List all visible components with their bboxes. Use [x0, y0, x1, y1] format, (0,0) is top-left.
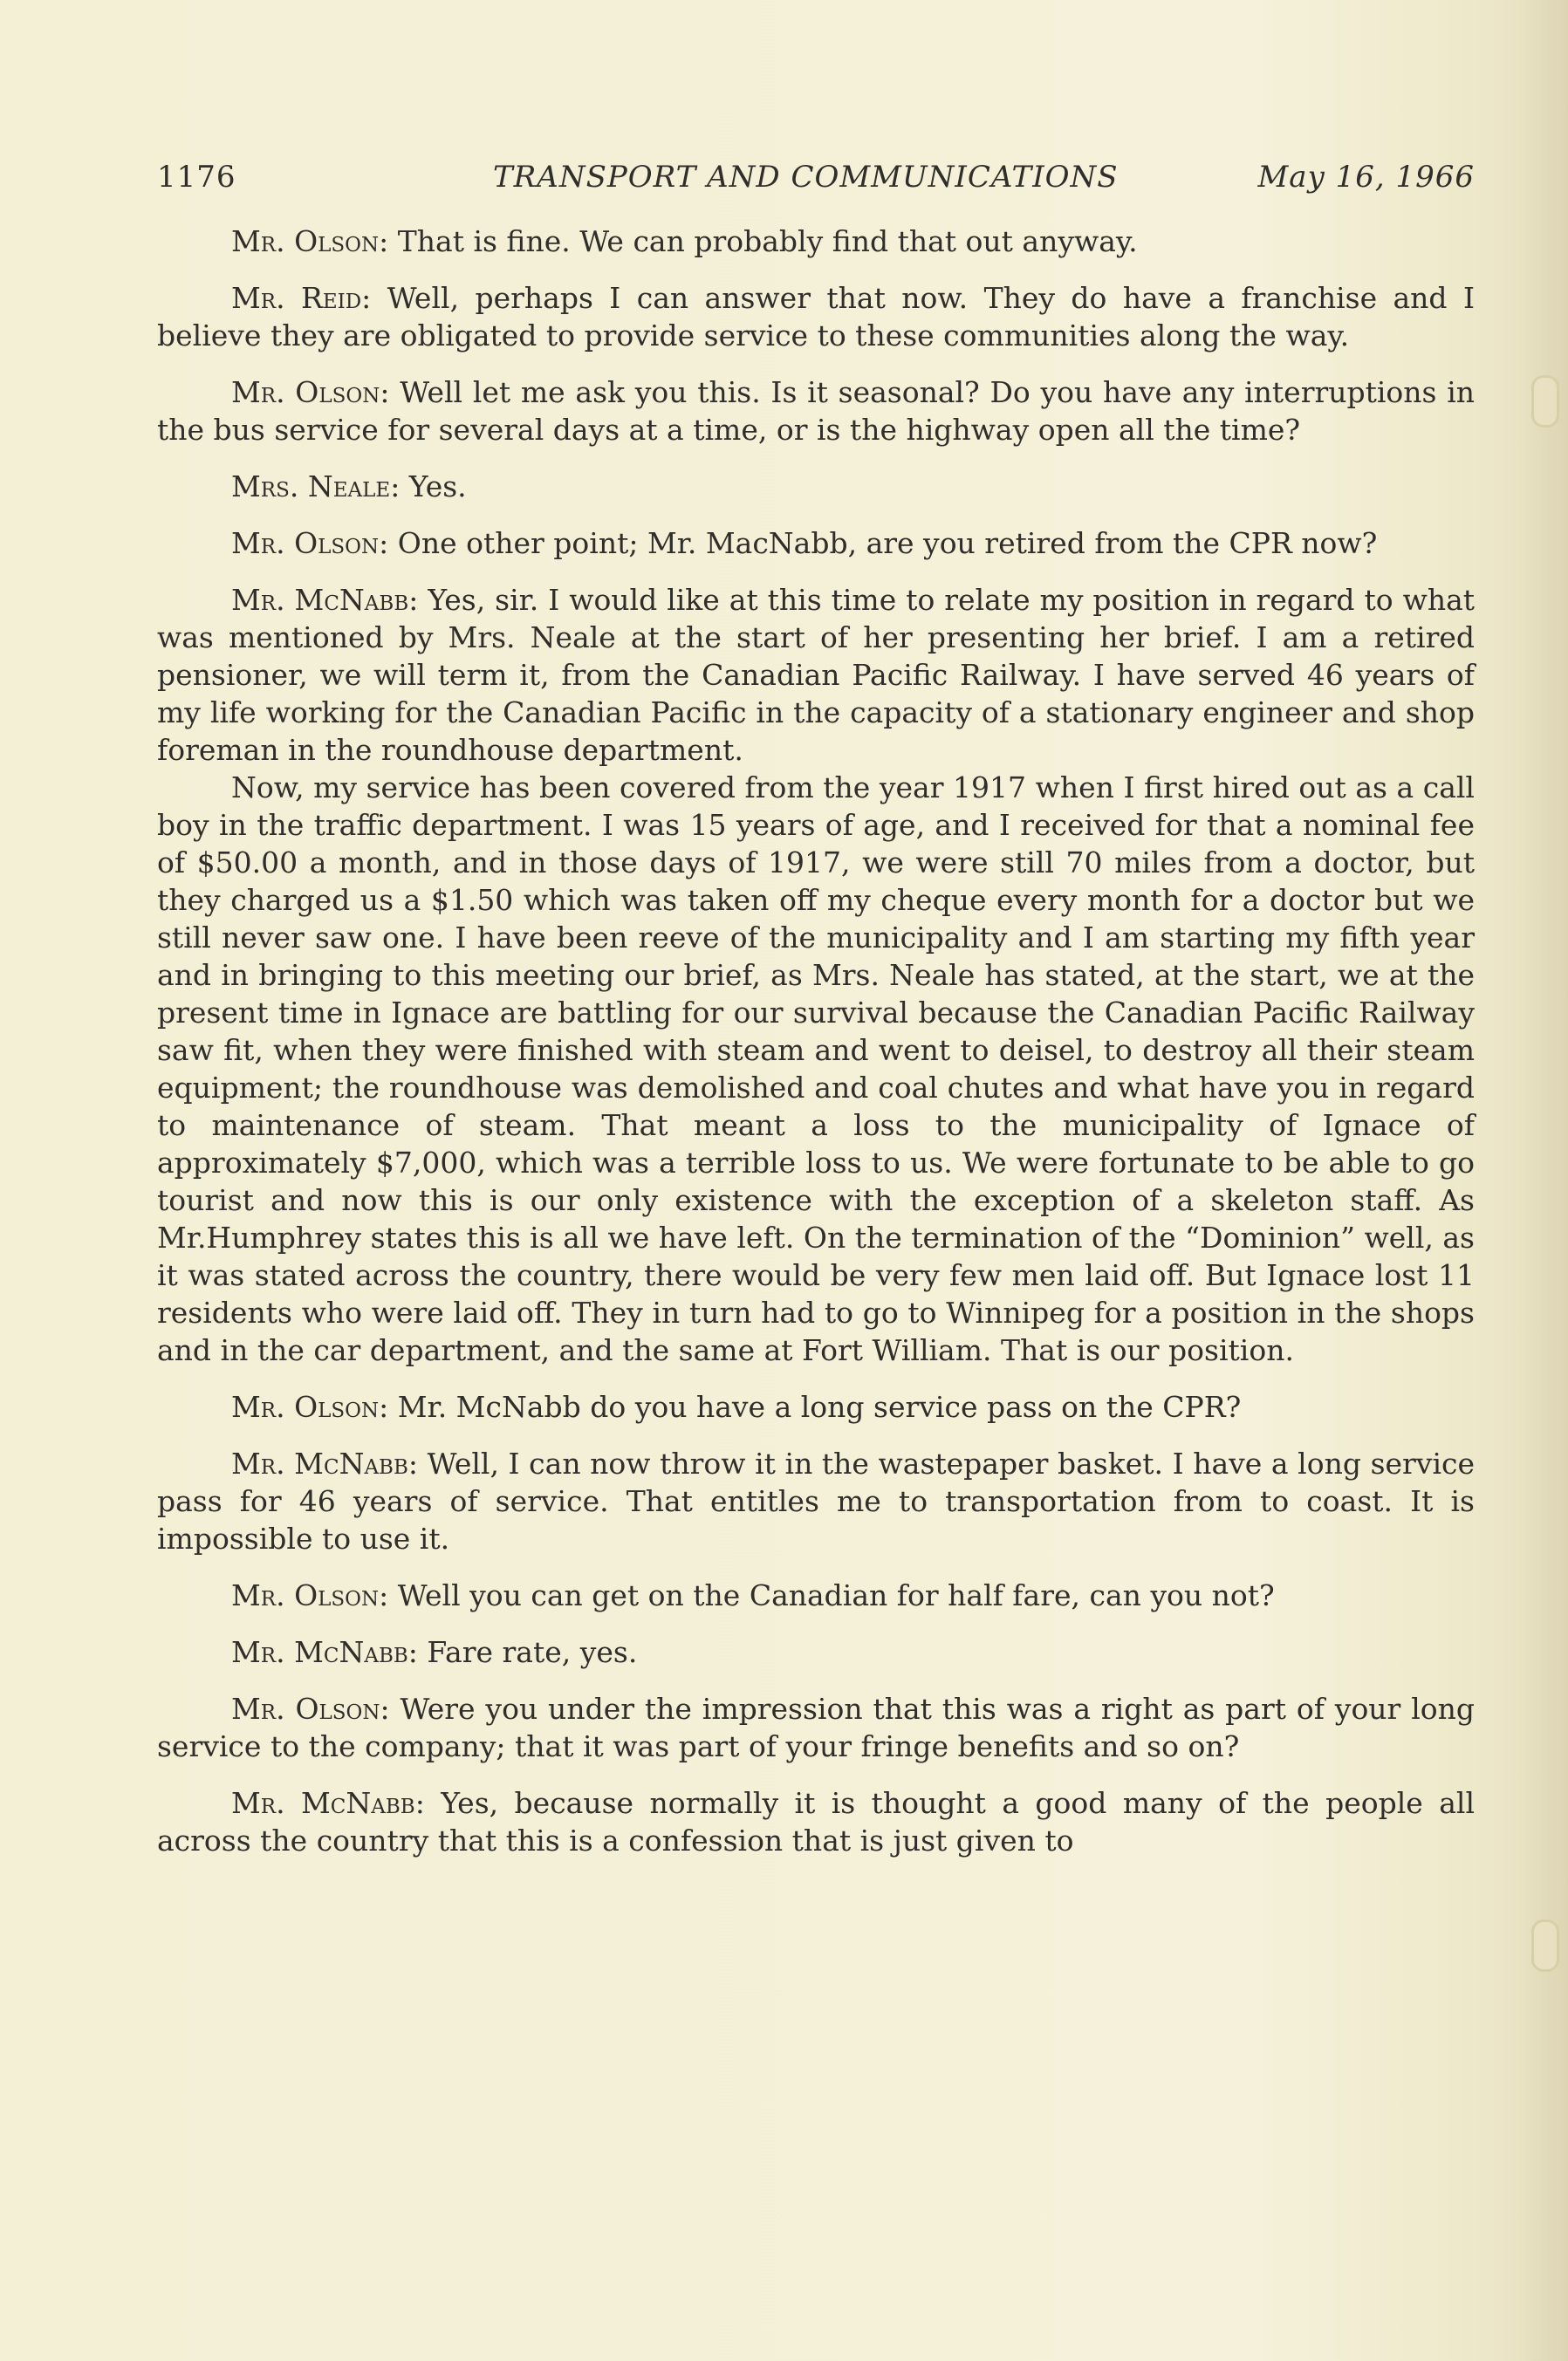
speaker-name: Mr. McNabb — [231, 1447, 408, 1481]
paragraph — [157, 769, 1475, 1369]
paragraph-text: Yes, sir. I would like at this time to relate my position in regard to what was mentioned by Mrs. Neale at the start of her presenting her brief. I am a retired pensioner, we will term it, from the Canadian Pacific Railway. I have served 46 years of my life working for the Canadian Pacific in the capacity of a stationary engineer and shop foreman in the roundhouse department. — [157, 583, 1476, 767]
paragraph-text: That is fine. We can probably find that out anyway. — [397, 224, 1138, 258]
paragraph-text: Fare rate, yes. — [427, 1635, 638, 1669]
transcript-body — [157, 222, 1475, 1879]
speaker-name: Mr. McNabb — [231, 1786, 415, 1820]
paragraph-text: Were you under the impression that this was a right as part of your long service to the company; that it was part of your fringe benefits and so on? — [157, 1692, 1475, 1763]
paragraph: Mr. Olson: Well you can get on the Canadian for half fare, can you not? — [231, 1578, 1275, 1612]
paragraph-text: One other point; Mr. MacNabb, are you retired from the CPR now? — [397, 526, 1378, 560]
paragraph-text: Yes, because normally it is thought a good many of the people all across the country that this is a confession that is just given to — [157, 1786, 1476, 1858]
paragraph-text: Yes. — [408, 469, 467, 503]
paragraph: Mr. Olson: Were you under the impression that this was a right as part of your long service to the company; that it was part of your fringe benefits and so on? — [157, 1692, 1475, 1763]
speaker-name: Mr. Olson — [231, 1692, 380, 1726]
paragraph-text: Well you can get on the Canadian for half fare, can you not? — [397, 1578, 1275, 1612]
paragraph-text: Well, I can now throw it in the wastepaper basket. I have a long service pass for 46 years of service. That entitles me to transportation from to coast. It is impossible to use it. — [157, 1447, 1476, 1556]
running-title: TRANSPORT AND COMMUNICATIONS — [493, 160, 1119, 195]
speaker-name: Mr. McNabb — [231, 583, 409, 617]
binding-clip-mark — [1531, 1920, 1559, 1972]
speaker-name: Mrs. Neale — [231, 469, 391, 503]
paragraph-text: Mr. McNabb do you have a long service pass on the CPR? — [397, 1390, 1242, 1424]
paragraph-text: Well, perhaps I can answer that now. They do have a franchise and I believe they are obligated to provide service to these communities along the way. — [157, 281, 1475, 352]
paragraph: Mr. McNabb: Yes, sir. I would like at this time to relate my position in regard to what was mentioned by Mrs. Neale at the start of her presenting her brief. I am a retired pensioner, we will term it, from the Canadian Pacific Railway. I have served 46 years of my life working for the Canadian Pacific in the capacity of a stationary engineer and shop foreman in the roundhouse department. — [157, 583, 1476, 767]
header-date: May 16, 1966 — [1257, 160, 1475, 195]
page-number: 1176 — [157, 160, 236, 195]
speaker-name: Mr. Olson — [231, 375, 380, 409]
page-edge-shadow — [1516, 0, 1568, 2361]
paragraph: Mr. Olson: That is fine. We can probably find that out anyway. — [231, 224, 1138, 258]
paragraph-text: Now, my service has been covered from the year 1917 when I first hired out as a call boy in the traffic department. I was 15 years of age, and I received for that a nominal fee of $50.00 a month, and in those days of 1917, we were still 70 miles from a doctor, but they charged us a $1.50 which was taken off my cheque every month for a doctor but we still never saw one. I have been reeve of the municipality and I am starting my fifth year and in bringing to this meeting our brief, as Mrs. Neale has stated, at the start, we at the present time in Ignace are battling for our survival because the Canadian Pacific Railway saw fit, when they were finished with steam and went to deisel, to destroy all their steam equipment; the roundhouse was demolished and coal chutes and what have you in regard to maintenance of steam. That meant a loss to the municipality of Ignace of approximately $7,000, which was a terrible loss to us. We were fortunate to be able to go tourist and now this is our only existence with the exception of a skeleton staff. As Mr.Humphrey states this is all we have left. On the termination of the “Dominion” well, as it was stated across the country, there would be very few men laid off. But Ignace lost 11 residents who were laid off. They in turn had to go to Winnipeg for a position in the shops and in the car department, and the same at Fort William. That is our position. — [157, 770, 1475, 1367]
paragraph: Mr. McNabb: Yes, because normally it is thought a good many of the people all across the country that this is a confession that is just given to — [157, 1786, 1476, 1858]
speaker-name: Mr. Olson — [231, 1390, 380, 1424]
speaker-name: Mr. Olson — [231, 1578, 380, 1612]
speaker-name: Mr. Reid — [231, 281, 362, 315]
paragraph: Mr. McNabb: Well, I can now throw it in the wastepaper basket. I have a long service pass for 46 years of service. That entitles me to transportation from to coast. It is impossible to use it. — [157, 1447, 1476, 1556]
speaker-name: Mr. McNabb — [231, 1635, 408, 1669]
binding-clip-mark — [1531, 375, 1559, 428]
paragraph: Mrs. Neale: Yes. — [231, 469, 467, 503]
paragraph-text: Well let me ask you this. Is it seasonal? Do you have any interruptions in the bus service for several days at a time, or is the highway open all the time? — [157, 375, 1476, 447]
speaker-name: Mr. Olson — [231, 526, 380, 560]
paragraph: Mr. Reid: Well, perhaps I can answer that now. They do have a franchise and I believe they are obligated to provide service to these communities along the way. — [157, 281, 1475, 352]
paragraph: Mr. McNabb: Fare rate, yes. — [231, 1635, 638, 1669]
page-header — [157, 155, 1475, 199]
speaker-name: Mr. Olson — [231, 224, 380, 258]
paragraph: Mr. Olson: One other point; Mr. MacNabb, are you retired from the CPR now? — [231, 526, 1378, 560]
paragraph: Mr. Olson: Well let me ask you this. Is it seasonal? Do you have any interruptions in the bus service for several days at a time, or is the highway open all the time? — [157, 375, 1476, 447]
paragraph: Mr. Olson: Mr. McNabb do you have a long service pass on the CPR? — [231, 1390, 1242, 1424]
